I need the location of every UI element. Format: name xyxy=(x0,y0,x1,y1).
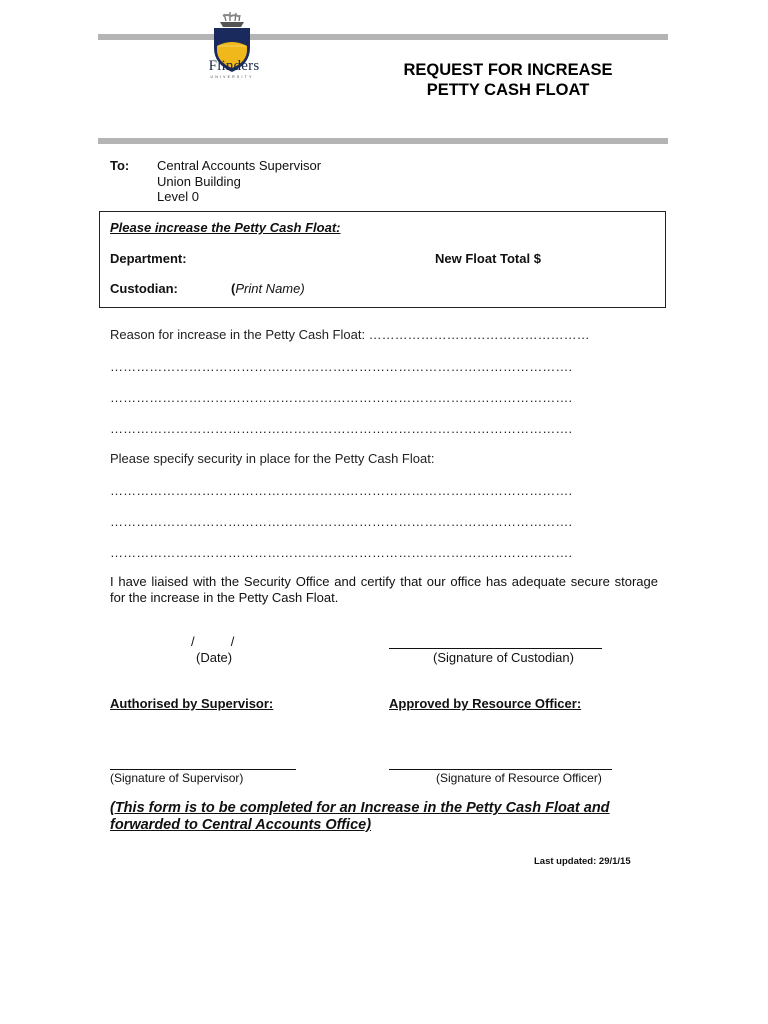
supervisor-signature-line xyxy=(110,769,296,770)
security-dotted-line-1: ……………………………………………………………………………………………. xyxy=(110,483,573,498)
logo-wordmark: Flinders xyxy=(208,58,260,74)
security-dotted-line-3: ……………………………………………………………………………………………. xyxy=(110,545,573,560)
top-rule xyxy=(98,34,668,40)
print-name-paren: ( xyxy=(231,281,236,296)
page-title xyxy=(360,60,656,100)
to-label: To: xyxy=(110,158,130,173)
reason-dotted-line-3: ……………………………………………………………………………………………. xyxy=(110,421,573,436)
reason-dotted-line-1: ……………………………………………………………………………………………. xyxy=(110,359,573,374)
middle-rule xyxy=(98,138,668,144)
department-label: Department: xyxy=(110,251,187,266)
last-updated: Last updated: 29/1/15 xyxy=(534,856,631,867)
box-heading: Please increase the Petty Cash Float: xyxy=(110,220,341,235)
reason-dotted-line-2: ……………………………………………………………………………………………. xyxy=(110,390,573,405)
resource-officer-signature-line xyxy=(389,769,612,770)
title-line-1: REQUEST FOR INCREASE xyxy=(403,61,613,79)
new-float-total-label: New Float Total $ xyxy=(435,251,541,266)
security-dotted-line-2: ……………………………………………………………………………………………. xyxy=(110,514,573,529)
print-name-hint xyxy=(231,281,305,296)
logo-subtext: UNIVERSITY xyxy=(210,75,254,79)
ship-crest-icon xyxy=(220,12,244,27)
print-name-text: Print Name) xyxy=(235,281,305,296)
certification-statement: I have liaised with the Security Office and certify that our office has adequate secure storage for the increase in the Petty Cash Float. xyxy=(110,574,658,605)
approved-by-resource-officer-label: Approved by Resource Officer: xyxy=(389,696,582,711)
resource-officer-signature-caption: (Signature of Resource Officer) xyxy=(436,771,602,785)
date-slashes: / / xyxy=(191,634,235,649)
custodian-signature-caption: (Signature of Custodian) xyxy=(433,650,574,665)
recipient-line-3: Level 0 xyxy=(157,189,199,204)
title-line-2: PETTY CASH FLOAT xyxy=(426,81,590,99)
custodian-label: Custodian: xyxy=(110,281,178,296)
supervisor-signature-caption: (Signature of Supervisor) xyxy=(110,771,244,785)
recipient-line-1: Central Accounts Supervisor xyxy=(157,158,322,173)
custodian-signature-line xyxy=(389,648,602,649)
request-box xyxy=(99,211,666,308)
security-label: Please specify security in place for the Petty Cash Float: xyxy=(110,451,435,466)
completion-instructions: (This form is to be completed for an Increase in the Petty Cash Float and forwarded to Central Accounts Office) xyxy=(110,800,610,833)
authorised-by-supervisor-label: Authorised by Supervisor: xyxy=(110,696,274,711)
recipient-line-2: Union Building xyxy=(157,174,241,189)
date-caption: (Date) xyxy=(196,650,233,665)
reason-label: Reason for increase in the Petty Cash Float: …………………………………………… xyxy=(110,327,590,342)
